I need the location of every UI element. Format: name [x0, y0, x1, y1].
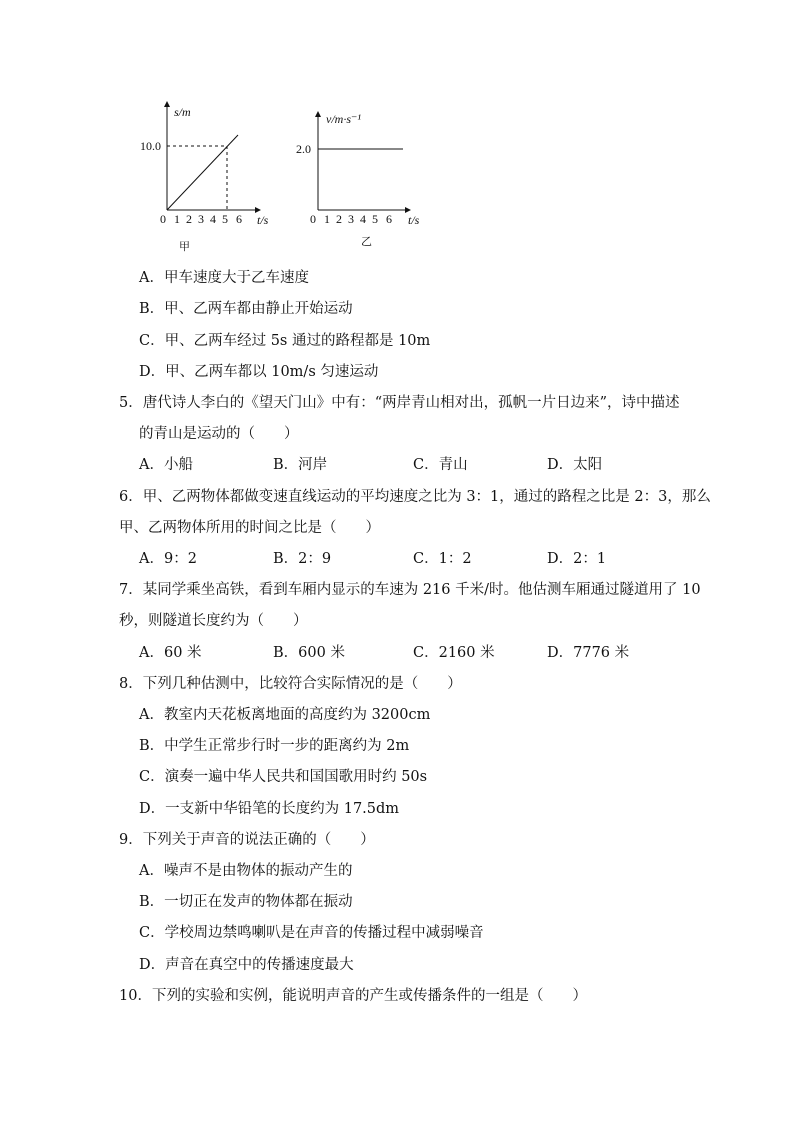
graph-yi — [290, 108, 430, 233]
y-tick-label: 10.0 — [140, 139, 161, 153]
q7-option-c: C．2160 米 — [413, 645, 495, 661]
q8-option-d: D．一支新中华铅笔的长度约为 17.5dm — [139, 801, 400, 817]
q5-stem-line2: 的青山是运动的（ ） — [139, 426, 299, 442]
q7-option-a: A．60 米 — [139, 645, 202, 661]
q5-option-b: B．河岸 — [273, 457, 328, 473]
q10-stem: 10．下列的实验和实例，能说明声音的产生或传播条件的一组是（ ） — [119, 988, 587, 1004]
origin-label: 0 — [310, 212, 316, 226]
caption-yi: 乙 — [361, 235, 372, 248]
q5-option-d: D．太阳 — [547, 457, 603, 473]
q6-stem-line2: 甲、乙两物体所用的时间之比是（ ） — [119, 520, 380, 536]
q9-option-c: C．学校周边禁鸣喇叭是在声音的传播过程中减弱噪音 — [139, 925, 484, 941]
q9-option-a: A．噪声不是由物体的振动产生的 — [139, 863, 353, 879]
q6-option-b: B．2：9 — [273, 551, 332, 567]
x-tick-2: 2 — [186, 212, 192, 226]
y-axis-label: v/m·s⁻¹ — [326, 112, 361, 126]
x-tick-3: 3 — [198, 212, 204, 226]
q5-option-c: C．青山 — [413, 457, 468, 473]
q5-stem-line1: 5．唐代诗人李白的《望天门山》中有：“两岸青山相对出，孤帆一片日边来”，诗中描述 — [119, 395, 680, 411]
x-tick-2: 2 — [336, 212, 342, 226]
q8-option-a: A．教室内天花板离地面的高度约为 3200cm — [139, 707, 431, 723]
q5-option-a: A．小船 — [139, 457, 193, 473]
x-tick-6: 6 — [236, 212, 242, 226]
q4-option-b: B．甲、乙两车都由静止开始运动 — [139, 301, 353, 317]
q4-option-d: D．甲、乙两车都以 10m/s 匀速运动 — [139, 364, 379, 380]
q6-option-d: D．2：1 — [547, 551, 607, 567]
q6-option-a: A．9：2 — [139, 551, 197, 567]
caption-jia: 甲 — [179, 240, 190, 253]
q8-option-c: C．演奏一遍中华人民共和国国歌用时约 50s — [139, 769, 428, 785]
q6-option-c: C．1：2 — [413, 551, 472, 567]
q8-stem: 8．下列几种估测中，比较符合实际情况的是（ ） — [119, 676, 462, 692]
x-tick-4: 4 — [210, 212, 216, 226]
x-tick-4: 4 — [360, 212, 366, 226]
q7-option-b: B．600 米 — [273, 645, 345, 661]
q7-stem-line2: 秒，则隧道长度约为（ ） — [119, 613, 308, 629]
q4-option-c: C．甲、乙两车经过 5s 通过的路程都是 10m — [139, 333, 431, 349]
x-tick-6: 6 — [386, 212, 392, 226]
q9-option-b: B．一切正在发声的物体都在振动 — [139, 894, 353, 910]
origin-label: 0 — [160, 212, 166, 226]
x-tick-3: 3 — [348, 212, 354, 226]
y-tick-label: 2.0 — [296, 142, 311, 156]
y-axis-label: s/m — [174, 105, 191, 119]
q8-option-b: B．中学生正常步行时一步的距离约为 2m — [139, 738, 410, 754]
graph-jia — [130, 98, 280, 233]
x-tick-5: 5 — [222, 212, 228, 226]
q6-stem-line1: 6．甲、乙两物体都做变速直线运动的平均速度之比为 3：1，通过的路程之比是 2：3，那么 — [119, 489, 711, 505]
q9-option-d: D．声音在真空中的传播速度最大 — [139, 957, 354, 973]
x-tick-5: 5 — [372, 212, 378, 226]
x-axis-label: t/s — [408, 213, 420, 227]
q7-option-d: D．7776 米 — [547, 645, 630, 661]
x-axis-label: t/s — [257, 213, 269, 227]
q4-option-a: A．甲车速度大于乙车速度 — [139, 270, 309, 286]
q9-stem: 9．下列关于声音的说法正确的（ ） — [119, 832, 375, 848]
q7-stem-line1: 7．某同学乘坐高铁，看到车厢内显示的车速为 216 千米/时。他估测车厢通过隧道用了 10 — [119, 582, 701, 598]
x-tick-1: 1 — [174, 212, 180, 226]
x-tick-1: 1 — [324, 212, 330, 226]
